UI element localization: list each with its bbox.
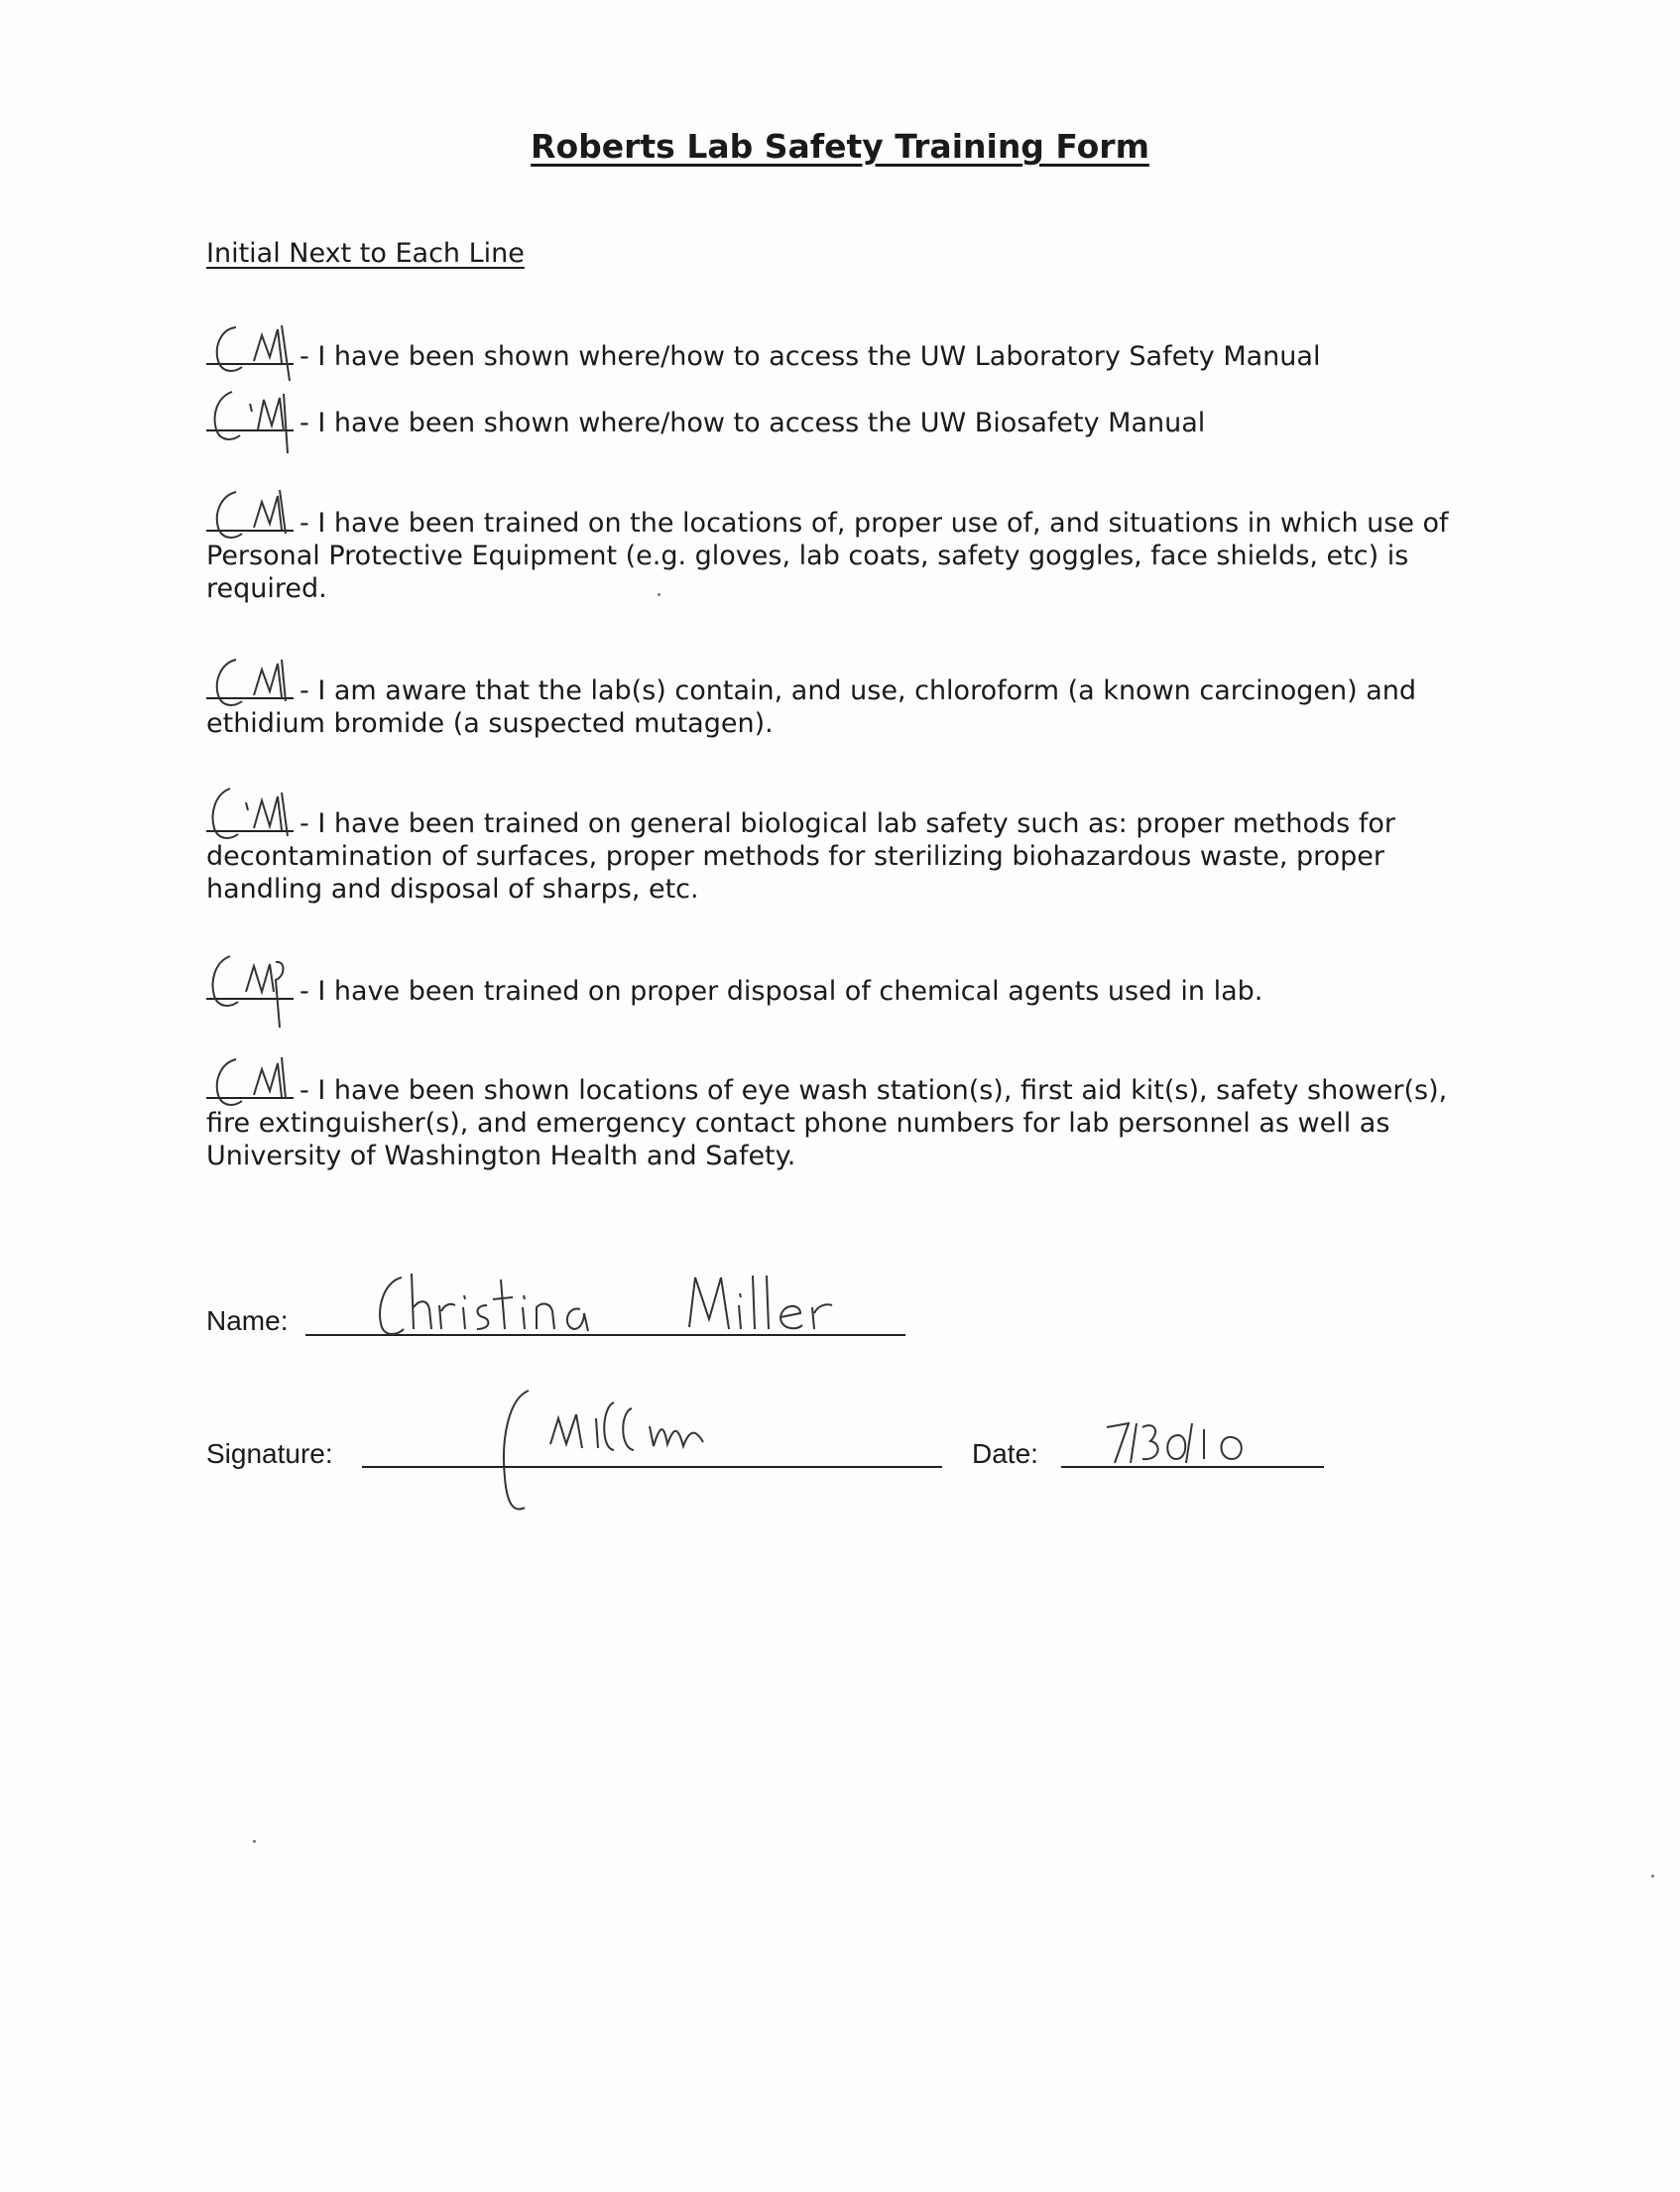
training-item xyxy=(206,1071,1486,1172)
training-item xyxy=(206,804,1486,906)
training-item xyxy=(206,504,1486,605)
scan-speck xyxy=(658,593,660,596)
signature-handwriting xyxy=(491,1379,779,1518)
date-handwriting xyxy=(1101,1413,1279,1473)
initials-blank xyxy=(206,504,294,532)
initials-blank xyxy=(206,972,294,1000)
item-text: - I am aware that the lab(s) contain, and use, chloroform (a known carcinogen) and ethidium bromide (a suspected mutagen). xyxy=(206,675,1416,739)
initials-blank xyxy=(206,404,294,431)
scan-speck xyxy=(253,1840,256,1843)
name-label: Name: xyxy=(206,1305,289,1336)
initials-blank xyxy=(206,671,294,699)
signature-label: Signature: xyxy=(206,1438,333,1469)
initials-blank xyxy=(206,337,294,365)
date-label: Date: xyxy=(972,1438,1038,1469)
training-item xyxy=(206,404,1486,439)
item-text: - I have been trained on proper disposal of chemical agents used in lab. xyxy=(300,976,1263,1007)
item-text: - I have been trained on general biological lab safety such as: proper methods for decontamination of surfaces, proper methods for sterilizing biohazardous waste, proper handling and disposal of sharps, etc. xyxy=(206,808,1395,905)
item-text: - I have been shown where/how to access the UW Laboratory Safety Manual xyxy=(300,341,1321,372)
instruction-heading: Initial Next to Each Line xyxy=(206,238,525,269)
name-handwriting xyxy=(372,1270,888,1344)
item-text: - I have been trained on the locations of, proper use of, and situations in which use of Personal Protective Equipment (e.g. gloves, lab coats, safety goggles, face shields, etc) is required. xyxy=(206,508,1449,604)
name-line xyxy=(305,1334,905,1336)
training-item xyxy=(206,337,1486,373)
date-line xyxy=(1061,1466,1324,1468)
form-title: Roberts Lab Safety Training Form xyxy=(531,127,1149,166)
initials-blank xyxy=(206,1071,294,1099)
item-text: - I have been shown locations of eye wash station(s), first aid kit(s), safety shower(s), fire extinguisher(s), and emergency contact phone numbers for lab personnel as well as University of Washington Health and Safety. xyxy=(206,1075,1448,1171)
scan-speck xyxy=(1651,1875,1654,1878)
item-text: - I have been shown where/how to access the UW Biosafety Manual xyxy=(300,408,1206,438)
training-item xyxy=(206,671,1486,740)
training-item xyxy=(206,972,1486,1008)
signature-line xyxy=(362,1466,942,1468)
initials-blank xyxy=(206,804,294,832)
